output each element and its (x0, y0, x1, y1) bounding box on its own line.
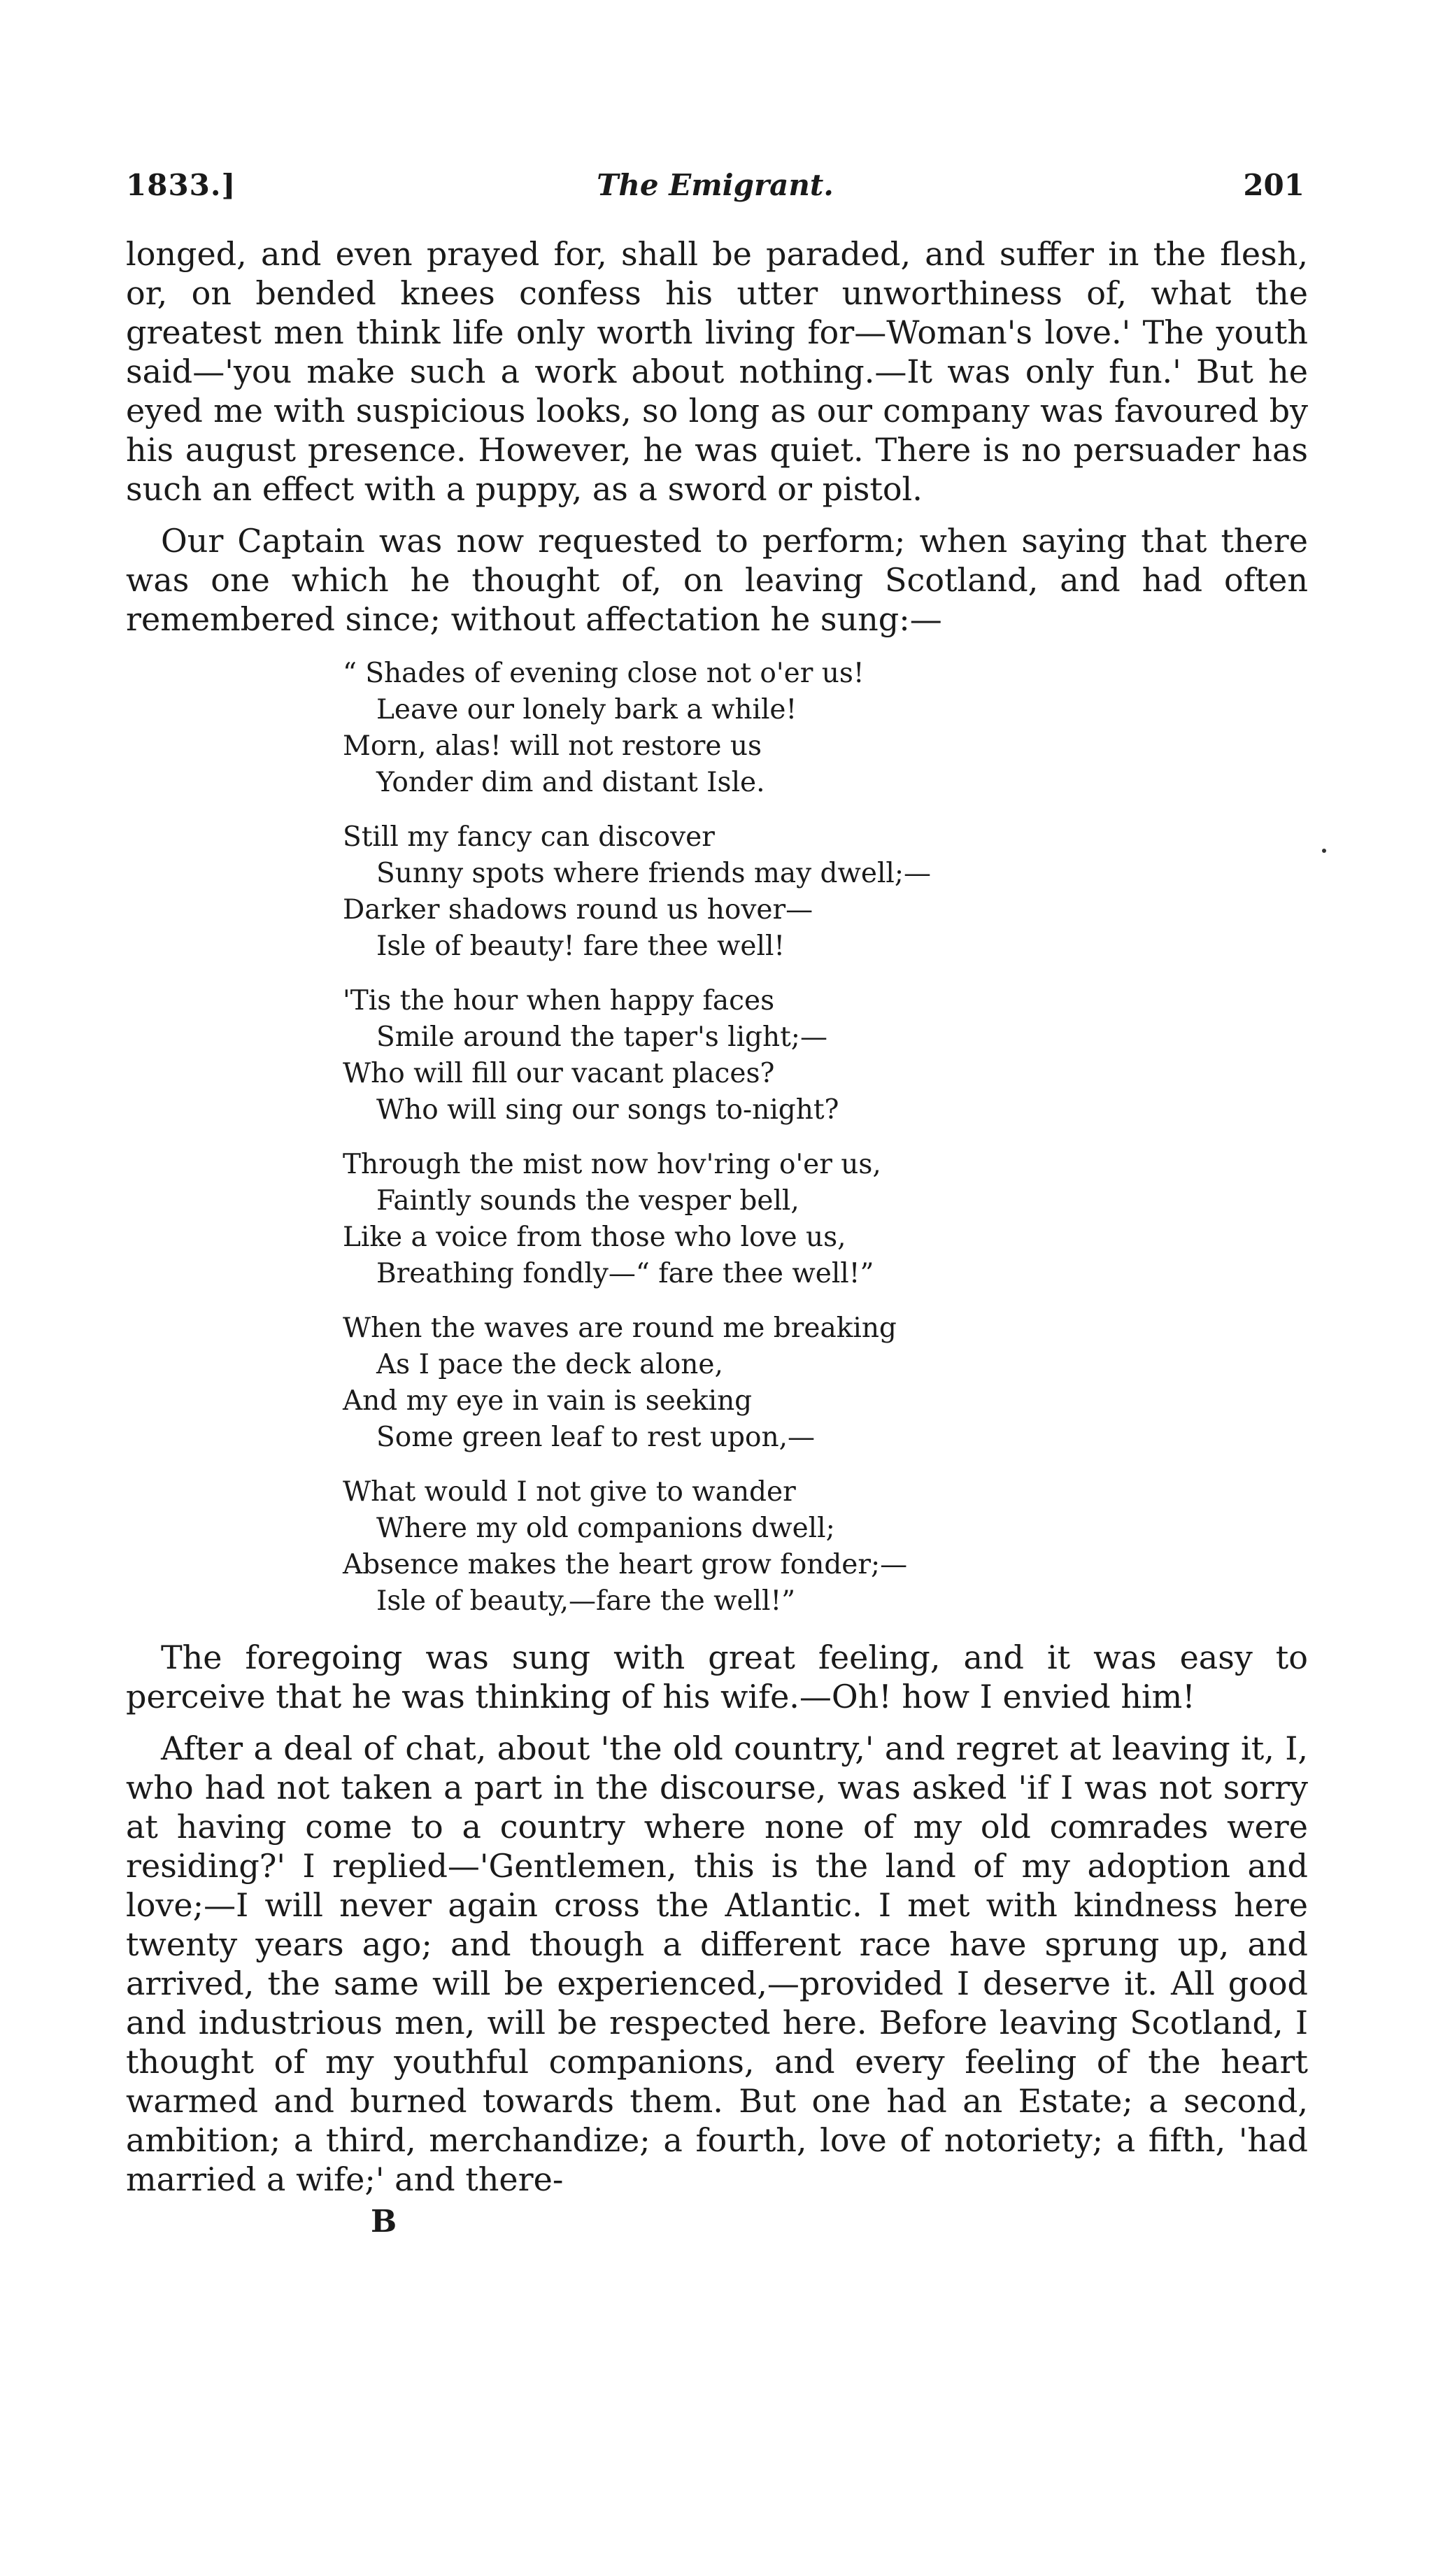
poem-line: Isle of beauty,—fare the well!” (376, 1585, 796, 1617)
poem-line: Still my fancy can discover (343, 821, 715, 853)
paragraph-foregoing: The foregoing was sung with great feeling, and it was easy to perceive that he was thinking of his wife.—Oh! how I envied him! (126, 1639, 1308, 1715)
paragraph-captain: Our Captain was now requested to perform; when saying that there was one which he thought of, on leaving Scotland, and had often remembered since; without affectation he sung:— (126, 522, 1308, 638)
poem-line: “ Shades of evening close not o'er us! (343, 658, 865, 689)
poem-stanza (343, 1474, 1308, 1620)
poem-line: And my eye in vain is seeking (343, 1385, 753, 1417)
poem-stanza (343, 983, 1308, 1128)
poem-line: Who will sing our songs to-night? (376, 1094, 839, 1126)
poem-line: Absence makes the heart grow fonder;— (343, 1549, 908, 1580)
poem-stanza (343, 1147, 1308, 1292)
poem-line: Isle of beauty! fare thee well! (376, 930, 785, 962)
poem-stanza (343, 819, 1308, 965)
poem-line: Who will fill our vacant places? (343, 1058, 775, 1089)
poem-line: 'Tis the hour when happy faces (343, 985, 775, 1017)
header-year: 1833.] (126, 168, 236, 202)
page-number: 201 (1243, 168, 1304, 202)
paragraph-continuation: longed, and even prayed for, shall be paraded, and suffer in the flesh, or, on bended knees confess his utter unworthiness of, what the greatest men think life only worth living for—Woman's love.' The youth said—'you make such a work about nothing.—It was only fun.' But he eyed me with suspicious looks, so long as our company was favoured by his august presence. However, he was quiet. There is no persuader has such an effect with a puppy, as a sword or pistol. (126, 235, 1308, 508)
poem-line: Yonder dim and distant Isle. (376, 767, 765, 798)
header-title: The Emigrant. (597, 168, 834, 202)
poem-line: As I pace the deck alone, (376, 1349, 723, 1380)
poem-line: Leave our lonely bark a while! (376, 694, 797, 726)
poem-line: When the waves are round me breaking (343, 1312, 897, 1344)
poem-line: What would I not give to wander (343, 1476, 796, 1508)
poem-line: Darker shadows round us hover— (343, 894, 813, 926)
poem-line: Breathing fondly—“ fare thee well!” (376, 1258, 874, 1289)
poem-line: Through the mist now hov'ring o'er us, (343, 1149, 881, 1180)
poem-line: Morn, alas! will not restore us (343, 730, 762, 762)
poem-stanza (343, 656, 1308, 801)
ink-speck (1322, 849, 1326, 853)
poem-line: Smile around the taper's light;— (376, 1021, 827, 1053)
poem-stanza (343, 1310, 1308, 1456)
body-text (126, 234, 1308, 2211)
poem-line: Faintly sounds the vesper bell, (376, 1185, 799, 1217)
signature-mark: B (371, 2204, 397, 2239)
paragraph-chat: After a deal of chat, about 'the old country,' and regret at leaving it, I, who had not taken a part in the discourse, was asked 'if I was not sorry at having come to a country where none of my old comrades were residing?' I replied—'Gentlemen, this is the land of my adoption and love;—I will never again cross the Atlantic. I met with kindness here twenty years ago; and though a different race have sprung up, and arrived, the same will be experienced,—provided I deserve it. All good and industrious men, will be respected here. Before leaving Scotland, I thought of my youthful companions, and every feeling of the heart warmed and burned towards them. But one had an Estate; a second, ambition; a third, merchandize; a fourth, love of notoriety; a fifth, 'had married a wife;' and there- (126, 1729, 1308, 2198)
poem-line: Like a voice from those who love us, (343, 1222, 846, 1253)
poem-line: Where my old companions dwell; (376, 1513, 835, 1544)
song-poem (343, 656, 1308, 1620)
poem-line: Some green leaf to rest upon,— (376, 1422, 816, 1453)
running-head (126, 161, 1304, 210)
poem-line: Sunny spots where friends may dwell;— (376, 858, 932, 889)
